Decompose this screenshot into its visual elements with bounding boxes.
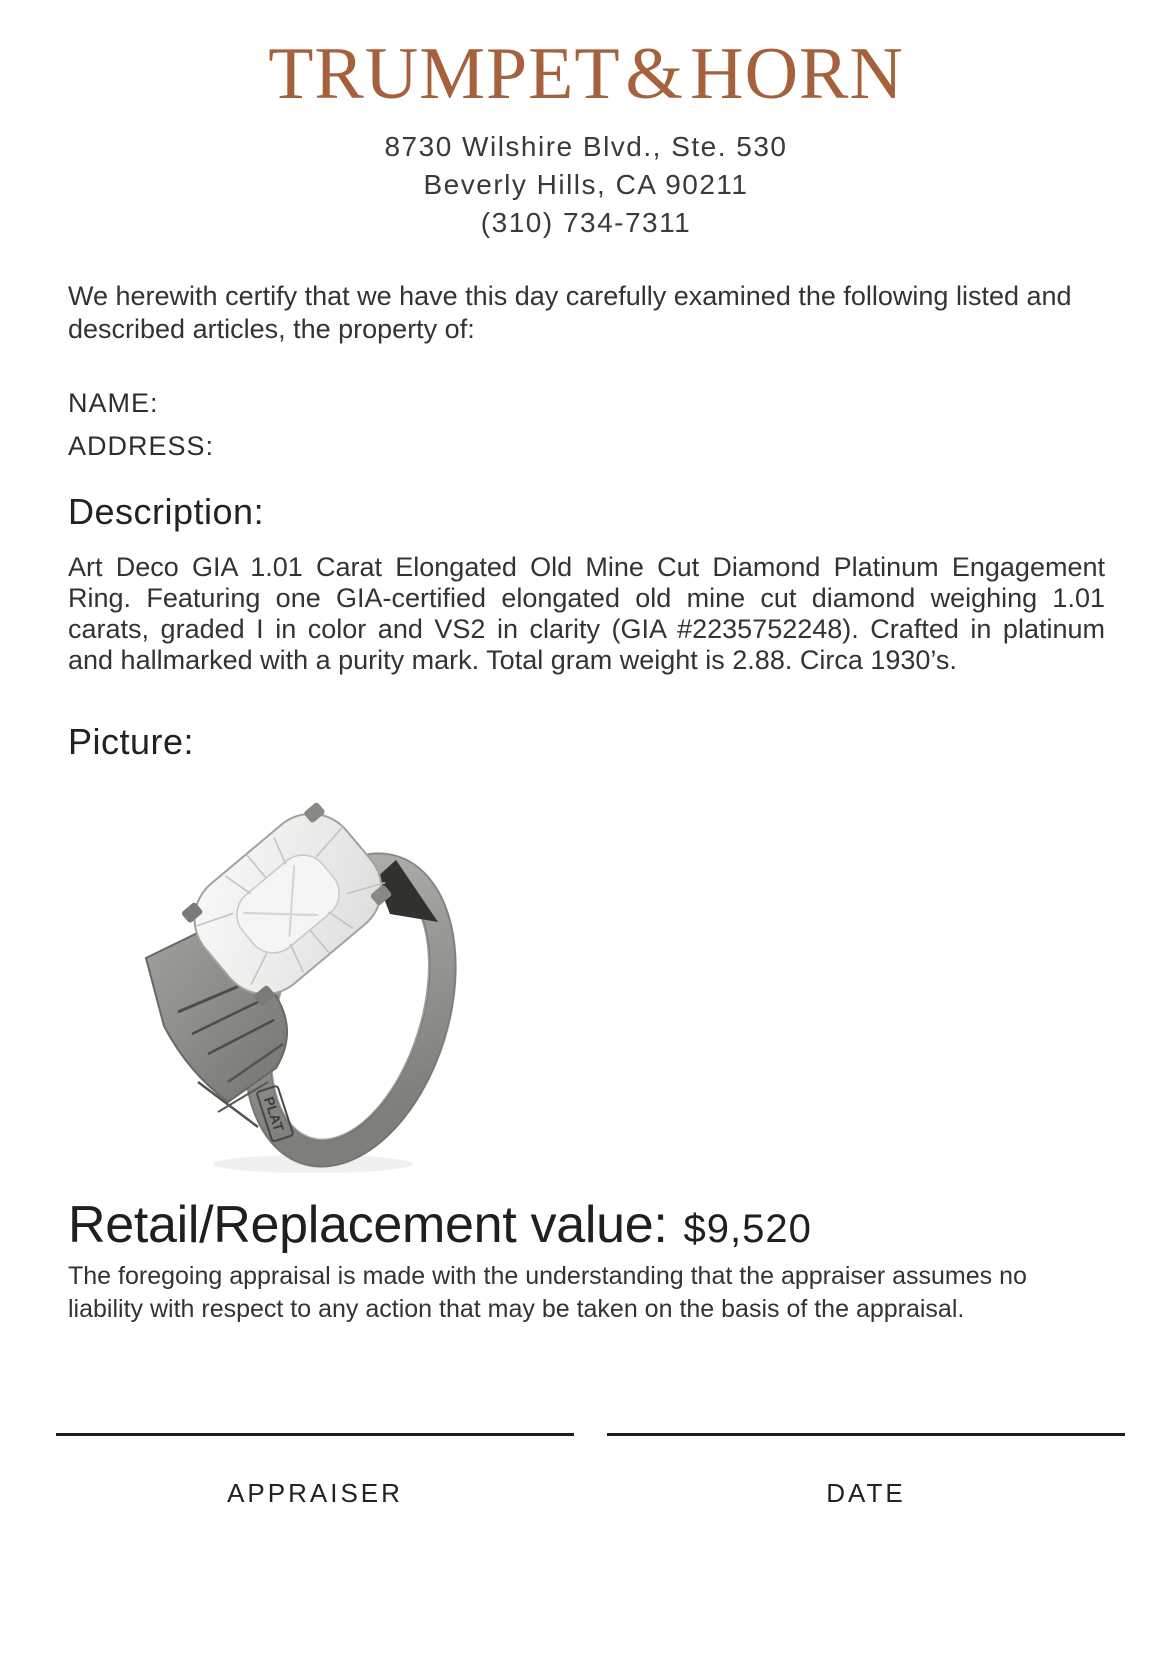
appraiser-signature-block — [56, 1433, 574, 1509]
description-text: Art Deco GIA 1.01 Carat Elongated Old Mine Cut Diamond Platinum Engagement Ring. Featuring one GIA-certified elongated old mine cut diamond weighing 1.01 carats, graded I in color and VS2 in clarity (GIA #2235752248). Crafted in platinum and hallmarked with a purity mark. Total gram weight is 2.88. Circa 1930’s. — [68, 552, 1105, 675]
date-label: DATE — [826, 1478, 906, 1508]
certification-intro: We herewith certify that we have this day carefully examined the following listed and described articles, the property of: — [68, 281, 1072, 344]
phone-number: (310) 734-7311 — [480, 207, 692, 238]
store-address-block — [0, 128, 1172, 242]
description-heading: Description: — [68, 491, 265, 532]
appraiser-signature-line — [56, 1433, 574, 1436]
appraiser-label: APPRAISER — [227, 1478, 403, 1508]
valuation-heading: Retail/Replacement value: — [68, 1196, 668, 1254]
brand-logo: TRUMPET & HORN — [268, 33, 904, 115]
ring-illustration — [108, 782, 480, 1178]
valuation-disclaimer: The foregoing appraisal is made with the understanding that the appraiser assumes no liability with respect to any action that may be taken on the basis of the appraisal. — [68, 1262, 1027, 1323]
name-label: NAME: — [68, 388, 159, 418]
date-signature-line — [607, 1433, 1125, 1436]
ring-photo — [108, 782, 480, 1178]
signature-section — [56, 1433, 1125, 1509]
hallmark-text: PLAT — [260, 1094, 288, 1134]
date-signature-block — [607, 1433, 1125, 1509]
picture-heading: Picture: — [68, 721, 195, 762]
valuation-row — [68, 1196, 1105, 1254]
address-line-2: Beverly Hills, CA 90211 — [423, 169, 749, 200]
valuation-amount: $9,520 — [683, 1207, 812, 1251]
owner-fields — [68, 382, 214, 468]
address-line-1: 8730 Wilshire Blvd., Ste. 530 — [384, 131, 788, 162]
address-label: ADDRESS: — [68, 431, 215, 461]
